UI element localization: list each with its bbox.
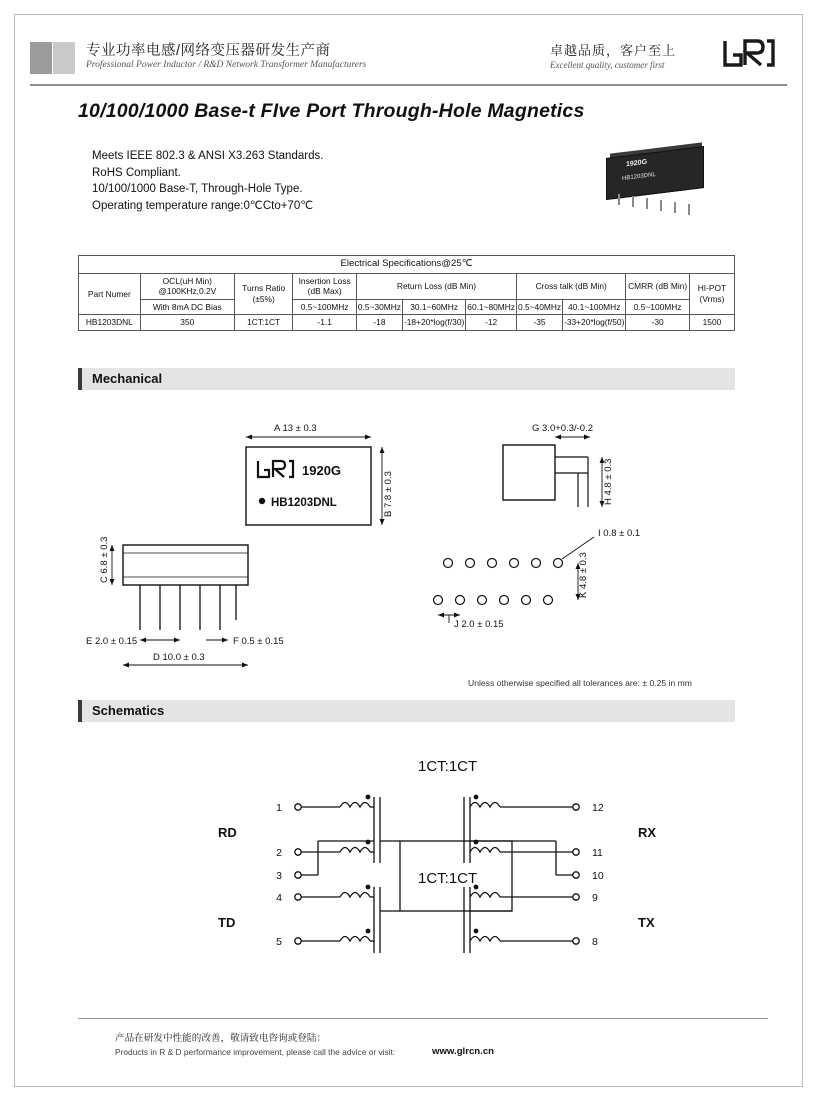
cell-hipot: 1500 (689, 315, 734, 331)
th-cmrr-range: 0.5~100MHz (626, 299, 690, 315)
svg-text:C 6.8 ± 0.3: C 6.8 ± 0.3 (99, 536, 110, 583)
section-accent (78, 368, 82, 390)
svg-text:11: 11 (592, 847, 603, 859)
intro-line-2: RoHS Compliant. (92, 166, 181, 179)
svg-text:TX: TX (638, 915, 655, 930)
svg-text:TD: TD (218, 915, 236, 930)
mechanical-drawings (78, 415, 738, 700)
th-ct-range-1: 0.5~40MHz (517, 299, 563, 315)
tolerance-note: Unless otherwise specified all tolerances are: ± 0.25 in mm (468, 678, 692, 688)
svg-text:F 0.5 ± 0.15: F 0.5 ± 0.15 (233, 636, 284, 647)
svg-text:A 13 ± 0.3: A 13 ± 0.3 (274, 423, 317, 434)
svg-text:12: 12 (592, 802, 604, 814)
svg-text:1: 1 (276, 802, 282, 814)
header-english-slogan: Excellent quality, customer first (550, 60, 665, 70)
svg-text:9: 9 (592, 892, 598, 904)
intro-line-3: 10/100/1000 Base-T, Through-Hole Type. (92, 183, 303, 195)
product-pin (688, 204, 690, 215)
table-caption-row (79, 256, 735, 274)
svg-text:G 3.0+0.3/-0.2: G 3.0+0.3/-0.2 (532, 423, 593, 434)
page-header (30, 36, 787, 82)
svg-text:1920G: 1920G (302, 463, 342, 478)
svg-text:8: 8 (592, 936, 598, 948)
header-square-dark (30, 42, 52, 74)
table-caption: Electrical Specifications@25℃ (79, 256, 735, 274)
svg-text:RD: RD (218, 825, 237, 840)
product-pin (660, 200, 662, 211)
th-dc-bias: With 8mA DC Bias (140, 299, 234, 315)
svg-text:HB1203DNL: HB1203DNL (271, 497, 337, 509)
svg-text:3: 3 (276, 870, 282, 882)
company-logo-icon (721, 36, 777, 70)
section-accent (78, 700, 82, 722)
header-chinese-slogan: 卓越品质，客户至上 (550, 43, 677, 58)
svg-text:K 4.8 ± 0.3: K 4.8 ± 0.3 (578, 552, 589, 598)
section-title-mechanical: Mechanical (92, 371, 163, 386)
th-il-range: 0.5~100MHz (293, 299, 357, 315)
cell-insertion-loss: -1.1 (293, 315, 357, 331)
th-ct-range-2: 40.1~100MHz (563, 299, 626, 315)
product-pin (646, 198, 648, 209)
svg-text:10: 10 (592, 870, 604, 882)
product-photo (600, 146, 710, 216)
svg-text:E 2.0 ± 0.15: E 2.0 ± 0.15 (86, 636, 138, 647)
product-photo-label-bottom: HB1203DNL (622, 171, 656, 183)
cell-cross-talk-2: -33+20*log(f/50) (563, 315, 626, 331)
header-square-light (53, 42, 75, 74)
svg-text:5: 5 (276, 936, 282, 948)
table-header-row-1 (79, 273, 735, 299)
cell-ocl: 350 (140, 315, 234, 331)
intro-line-4: Operating temperature range:0℃Cto+70℃ (92, 199, 314, 212)
cell-cmrr: -30 (626, 315, 690, 331)
th-rl-range-3: 60.1~80MHz (466, 299, 517, 315)
th-part-number: Part Numer (79, 273, 141, 315)
th-cmrr: CMRR (dB Min) (626, 273, 690, 299)
th-cross-talk: Cross talk (dB Min) (517, 273, 626, 299)
th-hipot: HI-POT (Vrms) (689, 273, 734, 315)
footer-divider (78, 1018, 768, 1019)
intro-line-1: Meets IEEE 802.3 & ANSI X3.263 Standards. (92, 150, 324, 162)
cell-return-loss-1: -18 (356, 315, 402, 331)
svg-text:B 7.8 ± 0.3: B 7.8 ± 0.3 (383, 471, 394, 517)
section-header-mechanical (78, 368, 735, 390)
electrical-specifications-table (78, 255, 735, 331)
table-header-row-2 (79, 299, 735, 315)
footer-chinese-text: 产品在研发中性能的改善，敬请致电咨询或登陆： (115, 1033, 327, 1044)
section-title-schematics: Schematics (92, 703, 165, 718)
schematic-diagram (78, 745, 738, 985)
th-rl-range-1: 0.5~30MHz (356, 299, 402, 315)
cell-part-number: HB1203DNL (79, 315, 141, 331)
footer-english-text: Products in R & D performance improvement, please call the advice or visit: (115, 1047, 396, 1057)
product-pin (632, 196, 634, 207)
intro-list (92, 148, 323, 214)
svg-text:D 10.0 ± 0.3: D 10.0 ± 0.3 (153, 652, 205, 663)
section-header-schematics (78, 700, 735, 722)
th-ocl: OCL(uH Min) @100KHz,0.2V (140, 273, 234, 299)
svg-text:2: 2 (276, 847, 282, 859)
th-rl-range-2: 30.1~60MHz (402, 299, 465, 315)
svg-text:J 2.0 ± 0.15: J 2.0 ± 0.15 (454, 619, 504, 630)
product-photo-label-top: 1920G (626, 158, 648, 169)
th-turns-ratio: Turns Ratio (±5%) (234, 273, 292, 315)
schematic-ratio-mid: 1CT:1CT (418, 870, 478, 887)
th-insertion-loss: Insertion Loss (dB Max) (293, 273, 357, 299)
header-chinese-title: 专业功率电感/网络变压器研发生产商 (86, 43, 331, 59)
footer-website-link[interactable]: www.glrcn.cn (432, 1046, 495, 1057)
cell-return-loss-3: -12 (466, 315, 517, 331)
svg-text:I 0.8 ± 0.1: I 0.8 ± 0.1 (598, 528, 641, 539)
product-pin (674, 202, 676, 213)
page-title: 10/100/1000 Base-t FIve Port Through-Hole Magnetics (78, 100, 585, 122)
cell-cross-talk-1: -35 (517, 315, 563, 331)
cell-return-loss-2: -18+20*log(f/30) (402, 315, 465, 331)
schematic-ratio-top: 1CT:1CT (418, 758, 478, 775)
table-row (79, 315, 735, 331)
svg-text:H 4.8 ± 0.3: H 4.8 ± 0.3 (603, 458, 614, 505)
header-divider (30, 84, 787, 86)
svg-text:4: 4 (276, 892, 282, 904)
th-return-loss: Return Loss (dB Min) (356, 273, 516, 299)
svg-text:RX: RX (638, 825, 657, 840)
cell-turns-ratio: 1CT:1CT (234, 315, 292, 331)
header-english-title: Professional Power Inductor / R&D Network Transformer Manufacturers (86, 60, 367, 70)
product-pin (618, 194, 620, 205)
